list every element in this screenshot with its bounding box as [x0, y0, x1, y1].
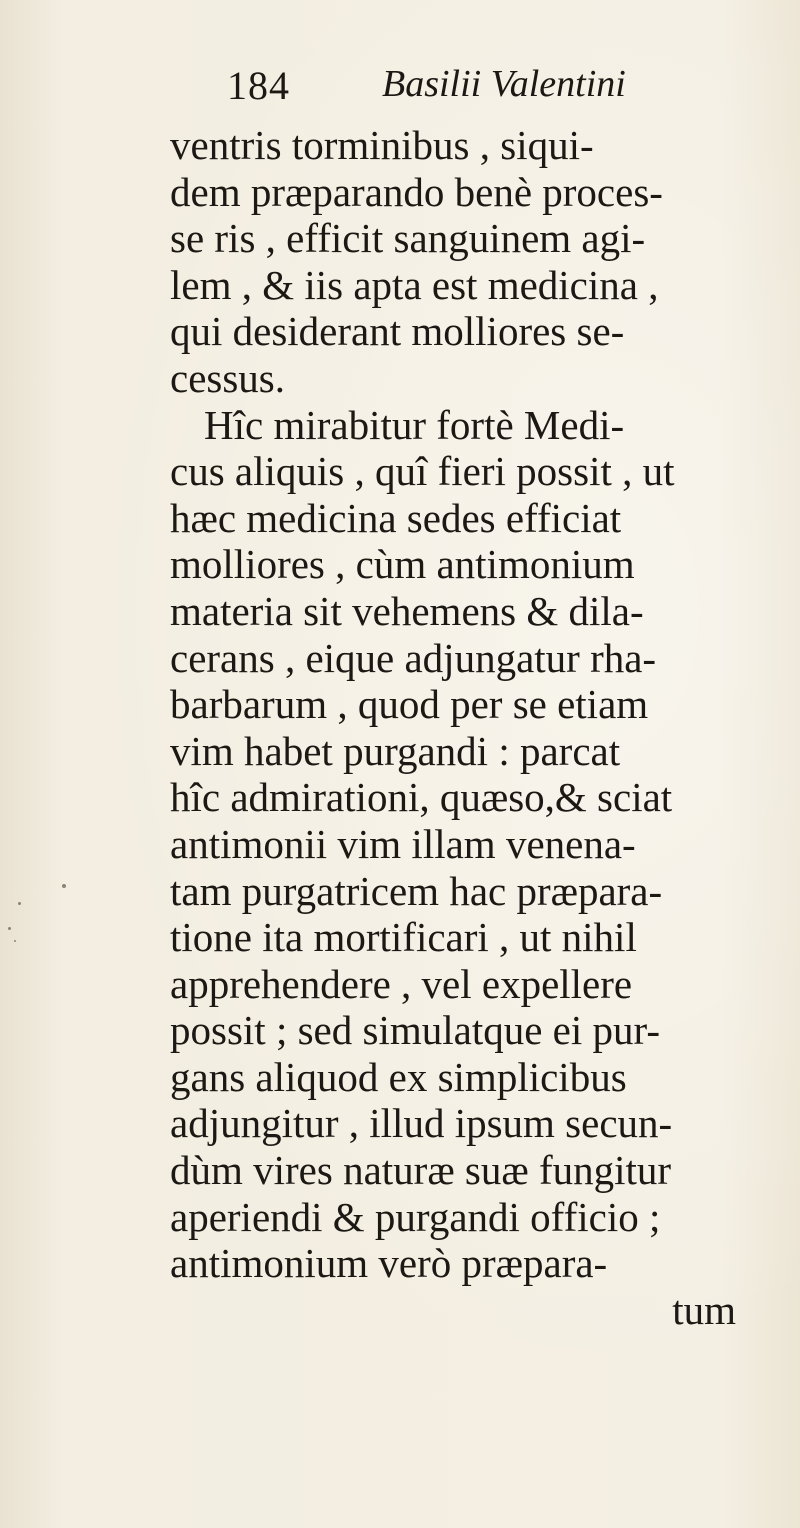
text-line: dem præparando benè proces-: [170, 168, 663, 215]
text-line: cerans , eique adjungatur rha-: [170, 634, 657, 681]
running-title: Basilii Valentini: [382, 63, 626, 105]
text-line: cus aliquis , quî fieri possit , ut: [170, 448, 675, 495]
text-line: se ris , efficit sanguinem agi-: [170, 215, 646, 262]
text-line: hîc admirationi, quæso,& sciat: [170, 774, 673, 821]
page-number: 184: [227, 63, 290, 108]
paper-speck: [18, 902, 21, 905]
paragraph-start-line: Hîc mirabitur fortè Medi-: [204, 401, 625, 448]
text-line: antimonium verò præpara-: [170, 1240, 608, 1287]
page-header: [227, 62, 697, 112]
text-line: dùm vires naturæ suæ fungitur: [170, 1147, 672, 1194]
text-line: cessus.: [170, 354, 286, 401]
text-line: hæc medicina sedes efficiat: [170, 494, 622, 541]
text-line: adjungitur , illud ipsum secun-: [170, 1100, 673, 1147]
text-line: tione ita mortificari , ut nihil: [170, 914, 637, 961]
text-line: molliores , cùm antimonium: [170, 541, 635, 588]
text-line: possit ; sed simulatque ei pur-: [170, 1007, 660, 1054]
body-text: [170, 122, 770, 1333]
paper-speck: [14, 940, 16, 942]
text-line: apprehendere , vel expellere: [170, 960, 633, 1007]
text-line: barbarum , quod per se etiam: [170, 681, 649, 728]
paper-speck: [62, 884, 66, 888]
text-line: vim habet purgandi : parcat: [170, 727, 621, 774]
text-line: gans aliquod ex simplicibus: [170, 1053, 627, 1100]
text-line: lem , & iis apta est medicina ,: [170, 261, 659, 308]
text-line: tam purgatricem hac præpara-: [170, 867, 663, 914]
text-line: antimonii vim illam venena-: [170, 820, 636, 867]
catchword: tum: [672, 1286, 736, 1333]
paper-speck: [8, 927, 11, 930]
text-line: materia sit vehemens & dila-: [170, 587, 644, 634]
text-line: aperiendi & purgandi officio ;: [170, 1193, 661, 1240]
text-line: ventris torminibus , siqui-: [170, 122, 594, 168]
text-line: qui desiderant molliores se-: [170, 308, 625, 355]
